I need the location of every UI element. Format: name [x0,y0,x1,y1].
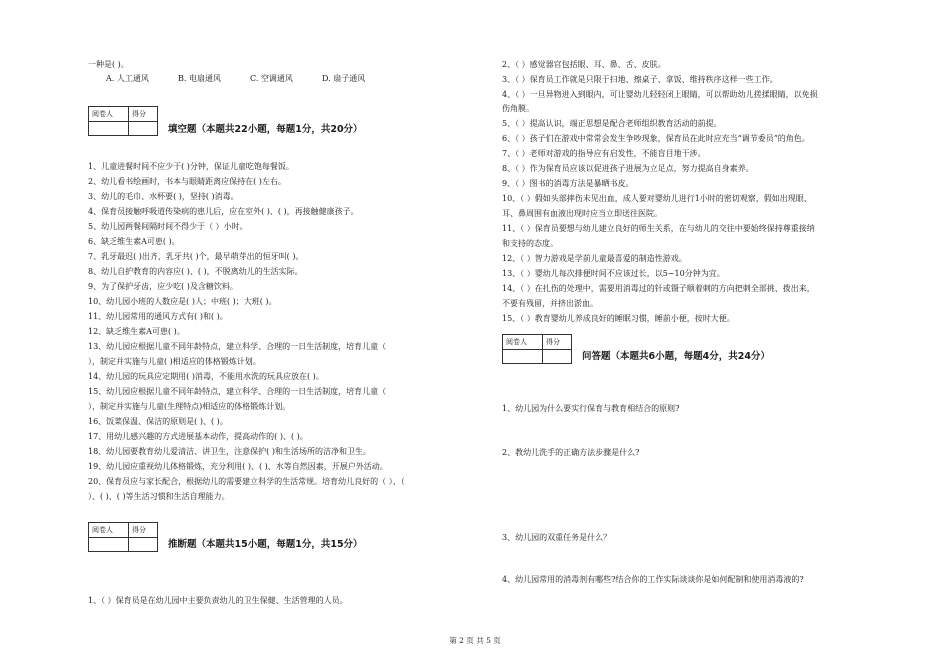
fill-item: 8、幼儿自护教育的内容应( )、( )，不脱离幼儿的生活实际。 [88,267,303,276]
qa-section-title: 问答题（本题共6小题，每题4分，共24分） [582,351,770,362]
fill-item: 5、幼儿园两餐间隔时间不得少于（ ）小时。 [88,222,248,231]
fill-item: 1、儿童进餐时间不应少于( )分钟，保证儿童吃饱每餐饭。 [88,162,294,171]
judge-item: 7、（ ）老师对游戏的指导应有启发性，不能盲目地干涉。 [502,149,706,158]
fill-item: 3、幼儿的毛巾、水杯要( )，坚持( )消毒。 [88,192,239,201]
qa-item: 1、幼儿园为什么要实行保育与教育相结合的原则? [502,404,680,413]
judge-item: 12、（ ）智力游戏是学前儿童最喜爱的制造性游戏。 [502,254,687,263]
score-box-qa [502,334,572,364]
score-grader-cell[interactable] [89,121,129,136]
judge-item: 8、（ ）作为保育员应该以促进孩子进展为立足点，努力提高自身素养。 [502,164,754,173]
score-grader-label: 阅卷人 [89,523,129,538]
right-column [502,0,902,671]
fill-item: 13、幼儿园应根据儿童不同年龄特点，建立科学、合理的一日生活制度，培育儿童（ [88,342,387,351]
judge-item: 1、（ ）保育员是在幼儿园中主要负责幼儿的卫生保健、生活管理的人员。 [88,596,348,605]
fill-item: 7、乳牙最迟( )出齐，乳牙共( )个，最早萌芽出的恒牙叫( )。 [88,252,304,261]
fill-item: 2、幼儿看书绘画时，书本与眼睛距离应保持在( )左右。 [88,177,286,186]
score-points-label: 得分 [543,335,572,350]
score-box-fill [88,106,158,136]
option-c: C. 空调通风 [250,74,293,83]
left-column [88,0,488,671]
fill-item: 19、幼儿园应重视幼儿体格锻炼，充分利用( )、( )、水等自然因素，开展户外活动。 [88,462,388,471]
judge-item: 3、（ ）保育员工作就是只限于扫地、擦桌子、拿饭、维持秩序这样一些工作。 [502,75,778,84]
judge-item-continued: 伤角膜。 [502,104,534,113]
fill-item: 14、幼儿园的玩具应定期用( )消毒，不能用水洗的玩具应放在( )。 [88,372,324,381]
question-continuation: 一种是( )。 [88,60,129,69]
fill-item-continued: ），制定并实施与儿童(生理特点)相适应的体格锻炼计划。 [88,402,291,411]
judge-item: 11、（ ）保育员要想与幼儿建立良好的师生关系，在与幼儿的交往中要始终保持尊重接纳 [502,224,815,233]
qa-item: 2、教幼儿洗手的正确方法步骤是什么? [502,448,640,457]
fill-item: 10、幼儿园小班的人数应是( )人；中班( )；大班( )。 [88,297,277,306]
option-a: A. 人工通风 [106,74,149,83]
judge-item-continued: 耳、鼻周围有血液出现时应当立即送往医院。 [502,209,662,218]
qa-item: 3、幼儿园的双重任务是什么？ [502,533,612,542]
score-points-label: 得分 [129,523,158,538]
score-points-cell[interactable] [543,349,572,364]
score-grader-cell[interactable] [89,537,129,552]
fill-section-title: 填空题（本题共22小题，每题1分，共20分） [168,124,363,135]
score-points-cell[interactable] [129,121,158,136]
fill-item: 17、用幼儿感兴趣的方式进展基本动作，提高动作的( )、( )。 [88,432,308,441]
fill-item: 18、幼儿园要教育幼儿爱清洁、讲卫生，注意保护( )和生活场所的洁净和卫生。 [88,447,371,456]
judge-item: 15、（ ）教育婴幼儿养成良好的睡眠习惯，睡前小便，按时大便。 [502,314,735,323]
judge-item-continued: 和支持的态度。 [502,239,558,248]
fill-item: 11、幼儿园常用的通风方式有( )和( )。 [88,312,228,321]
fill-item-continued: ），制定并实施与儿童( )相适应的体格锻炼计划。 [88,357,261,366]
judge-item: 2、（ ）感觉器官包括眼、耳、鼻、舌、皮肤。 [502,60,666,69]
score-box-judge [88,522,158,552]
judge-item: 4、（ ）一旦异物进入到眼内，可让婴幼儿轻轻闭上眼睛，可以帮助幼儿搓揉眼睛，以免损 [502,90,818,99]
fill-item: 12、缺乏维生素A可患( )。 [88,327,185,336]
fill-item: 20、保育员应与家长配合，根据幼儿的需要建立科学的生活常规。培育幼儿良好的（ ）、（ [88,477,405,486]
judge-item: 6、（ ）孩子们在游戏中常常会发生争吵现象，保育员在此时应充当“调节委员”的角色。 [502,134,810,143]
judge-item: 10、（ ）假如头部摔伤未见出血，成人要对婴幼儿进行1小时的密切观察，假如出现眼、 [502,194,812,203]
judge-item: 13、（ ）婴幼儿每次排便时间不应该过长，以5~10分钟为宜。 [502,269,725,278]
option-b: B. 电扇通风 [178,74,221,83]
fill-item: 4、保育员接触呼吸道传染病的患儿后，应在室外( )、( )，再接触健康孩子。 [88,207,359,216]
judge-item: 9、（ ）图书的消毒方法是暴晒书皮。 [502,179,634,188]
option-d: D. 扇子通风 [322,74,366,83]
fill-item: 15、幼儿园应根据儿童不同年龄特点，建立科学、合理的一日生活制度，培育儿童（ [88,387,387,396]
page-footer: 第 2 页 共 5 页 [449,636,501,645]
judge-item-continued: 不要有残留，并挤出淤血。 [502,299,598,308]
judge-section-title: 推断题（本题共15小题，每题1分，共15分） [168,539,363,550]
fill-item: 6、缺乏维生素A可患( )。 [88,237,180,246]
score-points-cell[interactable] [129,537,158,552]
score-grader-label: 阅卷人 [503,335,543,350]
judge-item: 14、（ ）在扎伤的处理中，需要用消毒过的针或镊子顺着刺的方向把刺全部挑、拨出来， [502,284,815,293]
score-grader-label: 阅卷人 [89,107,129,122]
score-grader-cell[interactable] [503,349,543,364]
score-points-label: 得分 [129,107,158,122]
judge-item: 5、（ ）提高认识，端正思想是配合老师组织教育活动的前提。 [502,119,722,128]
fill-item-continued: ）、( )、( )等生活习惯和生活自理能力。 [88,492,230,501]
qa-item: 4、幼儿园常用的消毒剂有哪些?结合你的工作实际谈谈你是如何配制和使用消毒液的? [502,575,804,584]
fill-item: 9、为了保护牙齿，应少吃( )及含糖饮料。 [88,282,238,291]
fill-item: 16、饭菜保温、保洁的原则是( )、( )。 [88,417,228,426]
